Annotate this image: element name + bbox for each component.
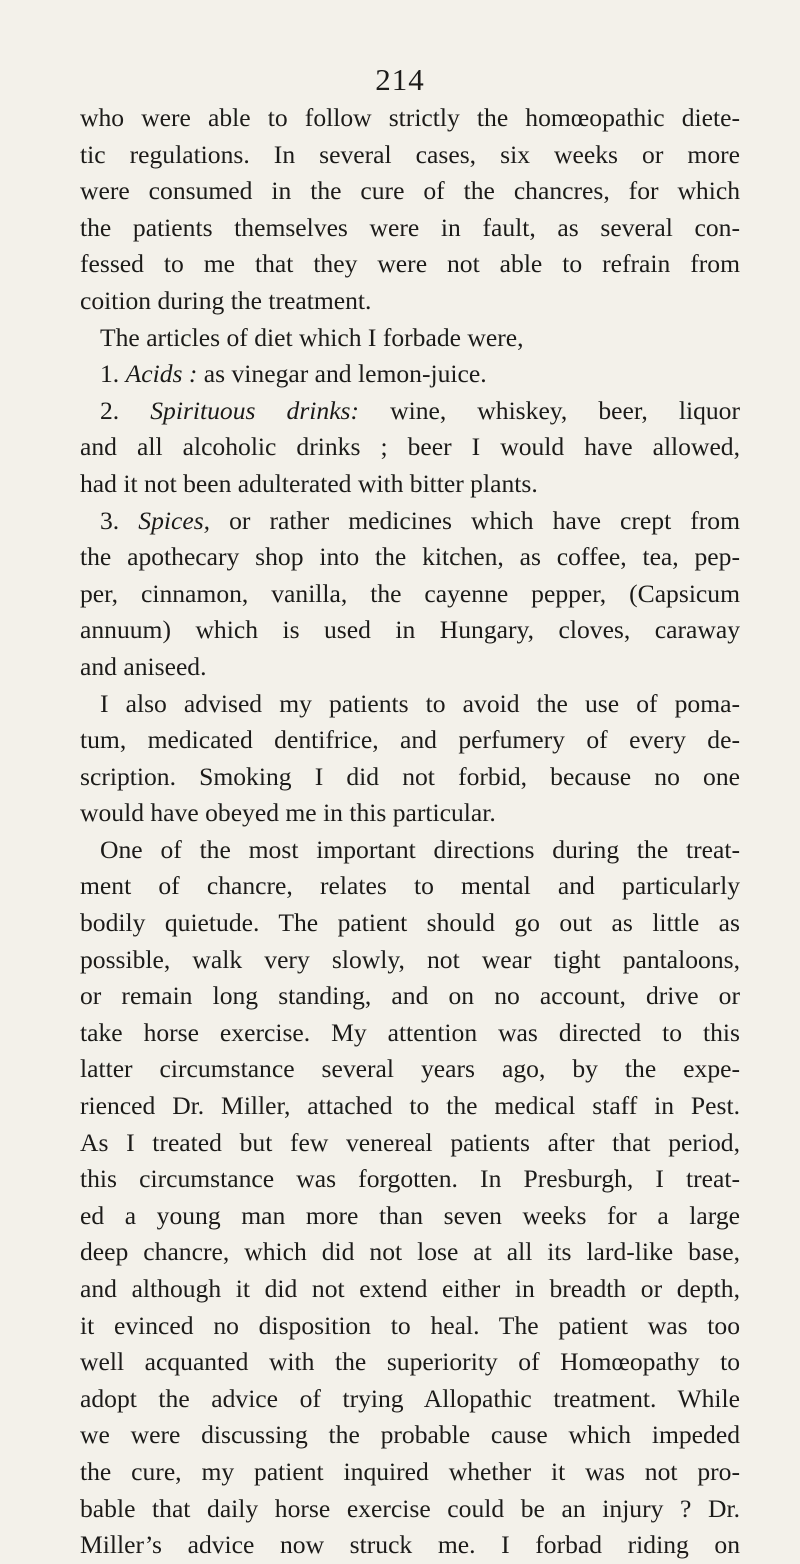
text-run: tic regulations. In several cases, six weeks or more (80, 139, 740, 169)
text-line (80, 1381, 740, 1418)
text-run: had it not been adulterated with bitter plants. (80, 468, 538, 498)
text-line (80, 722, 740, 759)
text-line (80, 283, 740, 320)
text-run: and although it did not extend either in breadth or depth, (80, 1274, 740, 1303)
page-number: 214 (375, 62, 425, 97)
text-line (80, 832, 740, 869)
text-run: or remain long standing, and on no account, drive or (80, 981, 740, 1011)
text-run: scription. Smoking I did not forbid, because no one (80, 761, 740, 791)
text-run: 1. (100, 359, 126, 389)
text-line (80, 429, 740, 466)
text-run: well acquanted with the superiority of Homœopathy to (80, 1347, 740, 1377)
text-run: were consumed in the cure of the chancres, for which (80, 176, 740, 206)
text-run: deep chancre, which did not lose at all its lard-like base, (80, 1237, 740, 1267)
text-line (80, 978, 740, 1015)
text-run: tum, medicated dentifrice, and perfumery of every de- (80, 725, 740, 755)
text-run: and all alcoholic drinks ; beer I would have allowed, (80, 432, 740, 462)
text-line (80, 612, 740, 649)
text-run: take horse exercise. My attention was directed to this (80, 1017, 740, 1047)
text-line (80, 905, 740, 942)
body-text (80, 100, 740, 1564)
text-line (80, 576, 740, 613)
text-line (80, 1491, 740, 1528)
text-run: would have obeyed me in this particular. (80, 798, 496, 828)
text-run: the cure, my patient inquired whether it was not pro- (80, 1456, 740, 1486)
text-run: The articles of diet which I forbade were, (100, 322, 524, 352)
text-line (80, 1015, 740, 1052)
text-run: we were discussing the probable cause which impeded (80, 1420, 740, 1450)
italic-term: Spirituous drinks: (150, 395, 360, 425)
text-run: annuum) which is used in Hungary, cloves, caraway (80, 615, 740, 645)
text-line (80, 942, 740, 979)
text-run: Miller’s advice now struck me. I forbad riding on (80, 1530, 740, 1560)
text-run: this circumstance was forgotten. In Presburgh, I treat- (80, 1164, 740, 1194)
text-run: latter circumstance several years ago, by the expe- (80, 1054, 740, 1084)
text-run: who were able to follow strictly the homœopathic diete- (80, 103, 740, 132)
text-line (80, 1344, 740, 1381)
text-line (80, 1198, 740, 1235)
text-line (80, 320, 740, 357)
text-run: As I treated but few venereal patients after that period, (80, 1127, 740, 1157)
text-line (80, 686, 740, 723)
text-run: ed a young man more than seven weeks for a large (80, 1200, 740, 1230)
text-run: 2. (100, 395, 151, 425)
text-line (80, 246, 740, 283)
text-line (80, 1051, 740, 1088)
text-line (80, 1417, 740, 1454)
text-run: I also advised my patients to avoid the use of poma- (100, 688, 740, 718)
text-line (80, 1125, 740, 1162)
text-run: possible, walk very slowly, not wear tight pantaloons, (80, 944, 740, 974)
text-run: adopt the advice of trying Allopathic treatment. While (80, 1383, 740, 1413)
text-run: coition during the treatment. (80, 285, 372, 315)
text-line (80, 393, 740, 430)
text-line (80, 1454, 740, 1491)
text-line (80, 1161, 740, 1198)
text-run: ment of chancre, relates to mental and particularly (80, 871, 740, 901)
text-line (80, 868, 740, 905)
text-line (80, 137, 740, 174)
text-line (80, 1527, 740, 1564)
text-line (80, 503, 740, 540)
text-line (80, 1308, 740, 1345)
text-line (80, 759, 740, 796)
text-line (80, 795, 740, 832)
text-line (80, 1088, 740, 1125)
text-run: as vinegar and lemon-juice. (197, 359, 487, 389)
text-line (80, 356, 740, 393)
text-run: the apothecary shop into the kitchen, as coffee, tea, pep- (80, 542, 740, 572)
text-run: bodily quietude. The patient should go out as little as (80, 908, 740, 938)
text-run: per, cinnamon, vanilla, the cayenne pepper, (Capsicum (80, 578, 740, 608)
text-run: rienced Dr. Miller, attached to the medical staff in Pest. (80, 1091, 740, 1121)
italic-term: Acids : (125, 359, 198, 389)
text-run: bable that daily horse exercise could be an injury ? Dr. (80, 1493, 740, 1523)
text-run: it evinced no disposition to heal. The patient was too (80, 1310, 740, 1340)
text-line (80, 210, 740, 247)
text-run: or rather medicines which have crept from (210, 505, 741, 535)
text-line (80, 1271, 740, 1308)
text-run: 3. (100, 505, 139, 535)
text-line (80, 100, 740, 137)
text-run: One of the most important directions during the treat- (100, 834, 740, 864)
text-line (80, 649, 740, 686)
text-line (80, 539, 740, 576)
text-line (80, 466, 740, 503)
text-run: wine, whiskey, beer, liquor (359, 395, 740, 425)
text-run: and aniseed. (80, 651, 207, 681)
text-line (80, 173, 740, 210)
italic-term: Spices, (138, 505, 211, 535)
text-line (80, 1234, 740, 1271)
text-run: fessed to me that they were not able to refrain from (80, 249, 740, 279)
text-run: the patients themselves were in fault, as several con- (80, 212, 740, 242)
